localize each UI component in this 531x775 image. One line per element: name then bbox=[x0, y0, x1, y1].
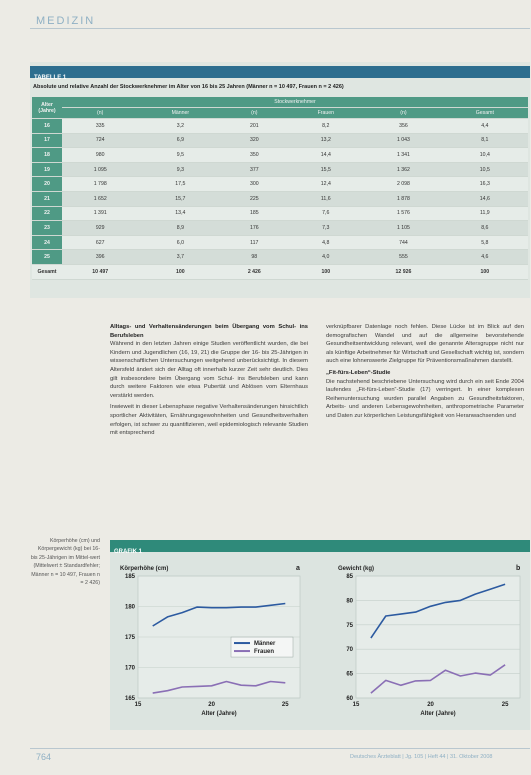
cell-f-n: 300 bbox=[222, 177, 286, 192]
left-paragraph-1: Während in den letzten Jahren einige Studien veröffentlicht wurden, die bei Kindern und Jugendlichen (16, 19, 21) die Gruppe der 16- bis 25-Jährigen in wissenschaftlichen Untersuchungen weitgehend unberücksichtigt. In diesem Altersfeld ändert sich der Alltag oft innerhalb kurzer Zeit sehr deutlich. Dies gilt insbesondere beim Übergang vom Schul- ins Berufsleben und kann durch weitere Faktoren wie etwa Pubertät und Ablösen vom Elternhaus verstärkt werden. bbox=[110, 341, 308, 399]
left-heading: Alltags- und Verhaltensänderungen beim Übergang vom Schul- ins Berufsleben bbox=[110, 324, 308, 339]
female-n-header: (n) bbox=[222, 108, 286, 119]
x-tick-label: 15 bbox=[134, 702, 142, 708]
cell-m-n: 1 095 bbox=[62, 162, 138, 177]
cell-f-p: 12,4 bbox=[286, 177, 365, 192]
table-row bbox=[32, 235, 528, 250]
cell-m-p: 8,9 bbox=[138, 221, 222, 236]
cell-f-n: 185 bbox=[222, 206, 286, 221]
age-column-header: Alter (Jahre) bbox=[32, 97, 62, 119]
cell-t-n: 1 043 bbox=[365, 133, 441, 148]
table-caption: Absolute und relative Anzahl der Stockwerknehmer im Alter von 16 bis 25 Jahren (Männer n = 10 497, Frauen n = 2 426) bbox=[33, 84, 344, 90]
cell-t-n: 356 bbox=[365, 119, 441, 134]
article-right-column bbox=[326, 323, 524, 424]
cell-f-n: 201 bbox=[222, 119, 286, 134]
panel-letter: b bbox=[516, 565, 521, 572]
cell-m-p: 3,2 bbox=[138, 119, 222, 134]
cell-t-n: 555 bbox=[365, 250, 441, 265]
y-tick-label: 185 bbox=[124, 574, 135, 580]
y-tick-label: 60 bbox=[346, 696, 353, 702]
cell-f-n: 2 426 bbox=[222, 264, 286, 279]
x-tick-label: 25 bbox=[281, 702, 289, 708]
cell-m-n: 1 652 bbox=[62, 191, 138, 206]
chart-title: Gewicht (kg) bbox=[338, 566, 375, 572]
x-tick-label: 20 bbox=[427, 702, 434, 708]
cell-f-p: 4,0 bbox=[286, 250, 365, 265]
row-age: Gesamt bbox=[32, 264, 62, 279]
cell-t-p: 8,6 bbox=[442, 221, 528, 236]
cell-f-n: 350 bbox=[222, 148, 286, 163]
cell-t-n: 744 bbox=[365, 235, 441, 250]
row-age: 25 bbox=[32, 250, 62, 265]
group-header: Stockwerknehmer bbox=[62, 97, 528, 108]
cell-f-p: 8,2 bbox=[286, 119, 365, 134]
cell-t-p: 11,9 bbox=[442, 206, 528, 221]
table-row bbox=[32, 133, 528, 148]
panel-letter: a bbox=[296, 565, 300, 572]
table-sub-header bbox=[32, 108, 528, 119]
page-number: 764 bbox=[36, 752, 52, 762]
chart-title: Körperhöhe (cm) bbox=[120, 566, 169, 572]
cell-t-n: 1 341 bbox=[365, 148, 441, 163]
article-left-column bbox=[110, 323, 308, 441]
row-age: 23 bbox=[32, 221, 62, 236]
y-tick-label: 75 bbox=[346, 622, 353, 629]
cell-f-n: 98 bbox=[222, 250, 286, 265]
cell-m-p: 100 bbox=[138, 264, 222, 279]
table-row bbox=[32, 177, 528, 192]
y-tick-label: 175 bbox=[124, 635, 135, 641]
table-row bbox=[32, 221, 528, 236]
cell-t-n: 1 878 bbox=[365, 191, 441, 206]
cell-t-p: 14,6 bbox=[442, 191, 528, 206]
left-paragraph-2: Inwieweit in dieser Lebensphase negative Verhaltensänderungen hinsichtlich sportlicher Aktivitäten, Ernährungsgewohnheiten und Gesundheitsverhalten erfolgen, ist schwer zu quantifizieren, weil epidemiologisch relevante Studien mit entsprechend bbox=[110, 404, 308, 437]
cell-t-p: 4,6 bbox=[442, 250, 528, 265]
cell-t-p: 5,8 bbox=[442, 235, 528, 250]
cell-f-p: 15,5 bbox=[286, 162, 365, 177]
y-tick-label: 80 bbox=[346, 598, 353, 605]
cell-t-p: 8,1 bbox=[442, 133, 528, 148]
row-age: 24 bbox=[32, 235, 62, 250]
cell-f-p: 100 bbox=[286, 264, 365, 279]
row-age: 16 bbox=[32, 119, 62, 134]
cell-f-n: 176 bbox=[222, 221, 286, 236]
plot-area bbox=[356, 576, 520, 698]
cell-t-n: 1 362 bbox=[365, 162, 441, 177]
table-total-row bbox=[32, 264, 528, 279]
cell-m-p: 6,9 bbox=[138, 133, 222, 148]
cell-m-n: 1 391 bbox=[62, 206, 138, 221]
cell-f-p: 7,6 bbox=[286, 206, 365, 221]
cell-t-p: 100 bbox=[442, 264, 528, 279]
total-n-header: (n) bbox=[365, 108, 441, 119]
cell-f-p: 13,2 bbox=[286, 133, 365, 148]
cell-t-n: 1 576 bbox=[365, 206, 441, 221]
cell-m-n: 10 497 bbox=[62, 264, 138, 279]
y-tick-label: 70 bbox=[346, 647, 353, 654]
table-row bbox=[32, 162, 528, 177]
cell-f-n: 377 bbox=[222, 162, 286, 177]
row-age: 20 bbox=[32, 177, 62, 192]
cell-m-n: 396 bbox=[62, 250, 138, 265]
table-group-header bbox=[32, 97, 528, 108]
row-age: 21 bbox=[32, 191, 62, 206]
cell-m-n: 724 bbox=[62, 133, 138, 148]
graph-badge bbox=[110, 540, 530, 555]
x-tick-label: 25 bbox=[501, 702, 509, 708]
cell-f-p: 11,6 bbox=[286, 191, 365, 206]
female-header: Frauen bbox=[286, 108, 365, 119]
cell-t-p: 16,3 bbox=[442, 177, 528, 192]
table-row bbox=[32, 148, 528, 163]
cell-m-n: 1 798 bbox=[62, 177, 138, 192]
chart-height bbox=[120, 565, 300, 717]
right-paragraph-2: Die nachstehend beschriebene Untersuchung wird durch ein seit Ende 2004 laufendes „Fit-fürs-Leben“-Studie (17) verringert. In einer komplexen Reihenuntersuchung wurden parallel Angaben zu Gesundheitsfaktoren, Arbeits- und anderen Lebensgewohnheiten, anthropometrische Parameter und Daten zur körperlichen Leistungsfähigkeit von Heranwachsenden und bbox=[326, 378, 524, 419]
cell-f-n: 225 bbox=[222, 191, 286, 206]
header-rule bbox=[30, 28, 530, 29]
cell-m-p: 13,4 bbox=[138, 206, 222, 221]
cell-m-n: 627 bbox=[62, 235, 138, 250]
cell-t-p: 10,5 bbox=[442, 162, 528, 177]
table-row bbox=[32, 206, 528, 221]
total-header: Gesamt bbox=[442, 108, 528, 119]
cell-m-n: 980 bbox=[62, 148, 138, 163]
cell-m-p: 9,5 bbox=[138, 148, 222, 163]
row-age: 22 bbox=[32, 206, 62, 221]
footer-rule bbox=[30, 748, 530, 749]
cell-m-p: 3,7 bbox=[138, 250, 222, 265]
x-tick-label: 20 bbox=[208, 702, 215, 708]
right-paragraph-1: verknüpfbarer Datenlage noch fehlen. Diese Lücke ist im Blick auf den demografischen Wandel und auf die allgemeine bevorstehende Gesundheitsentwicklung relevant, weil die genannte Altersgruppe nicht nur als künftige Arbeitnehmer für Wirtschaft und Gesellschaft wichtig ist, sondern auch eine lohnenswerte Zielgruppe für Präventionsmaßnahmen darstellt. bbox=[326, 324, 524, 365]
cell-t-p: 4,4 bbox=[442, 119, 528, 134]
table-badge-label: TABELLE 1 bbox=[34, 75, 67, 81]
table-body bbox=[32, 119, 528, 280]
cell-f-p: 7,3 bbox=[286, 221, 365, 236]
table-row bbox=[32, 191, 528, 206]
cell-t-n: 1 105 bbox=[365, 221, 441, 236]
cell-f-n: 117 bbox=[222, 235, 286, 250]
y-tick-label: 165 bbox=[124, 696, 135, 702]
cell-t-n: 12 926 bbox=[365, 264, 441, 279]
right-heading: „Fit-fürs-Leben“-Studie bbox=[326, 369, 391, 376]
cell-m-p: 15,7 bbox=[138, 191, 222, 206]
x-tick-label: 15 bbox=[352, 702, 360, 708]
section-label: MEDIZIN bbox=[36, 15, 96, 27]
cell-f-p: 14,4 bbox=[286, 148, 365, 163]
row-age: 19 bbox=[32, 162, 62, 177]
x-axis-label: Alter (Jahre) bbox=[201, 711, 237, 717]
cell-m-p: 17,5 bbox=[138, 177, 222, 192]
cell-m-p: 6,0 bbox=[138, 235, 222, 250]
y-tick-label: 85 bbox=[346, 574, 353, 580]
graph-sidebar-caption: Körperhöhe (cm) und Körpergewicht (kg) bei 16- bis 25-Jährigen im Mittel-wert (Mittelwert ± Standardfehler; Männer n = 10 497, Frauen n = 2 426) bbox=[30, 538, 100, 587]
male-header: Männer bbox=[138, 108, 222, 119]
row-age: 17 bbox=[32, 133, 62, 148]
y-tick-label: 170 bbox=[124, 665, 135, 672]
male-n-header: (n) bbox=[62, 108, 138, 119]
cell-t-p: 10,4 bbox=[442, 148, 528, 163]
legend-label: Männer bbox=[254, 641, 276, 648]
row-age: 18 bbox=[32, 148, 62, 163]
graph-badge-label: GRAFIK 1 bbox=[114, 549, 143, 555]
y-tick-label: 180 bbox=[124, 604, 135, 611]
table-badge bbox=[30, 66, 530, 81]
cell-f-p: 4,8 bbox=[286, 235, 365, 250]
y-tick-label: 65 bbox=[346, 671, 353, 678]
table-row bbox=[32, 250, 528, 265]
journal-citation: Deutsches Ärzteblatt | Jg. 105 | Heft 44 | 31. Oktober 2008 bbox=[350, 754, 493, 760]
cell-f-n: 320 bbox=[222, 133, 286, 148]
cell-m-n: 929 bbox=[62, 221, 138, 236]
table-row bbox=[32, 119, 528, 134]
age-table bbox=[32, 97, 528, 280]
cell-m-p: 9,3 bbox=[138, 162, 222, 177]
chart-weight bbox=[338, 565, 520, 717]
cell-t-n: 2 098 bbox=[365, 177, 441, 192]
x-axis-label: Alter (Jahre) bbox=[420, 711, 456, 717]
legend-label: Frauen bbox=[254, 649, 275, 656]
graph-svg bbox=[110, 552, 530, 730]
cell-m-n: 335 bbox=[62, 119, 138, 134]
